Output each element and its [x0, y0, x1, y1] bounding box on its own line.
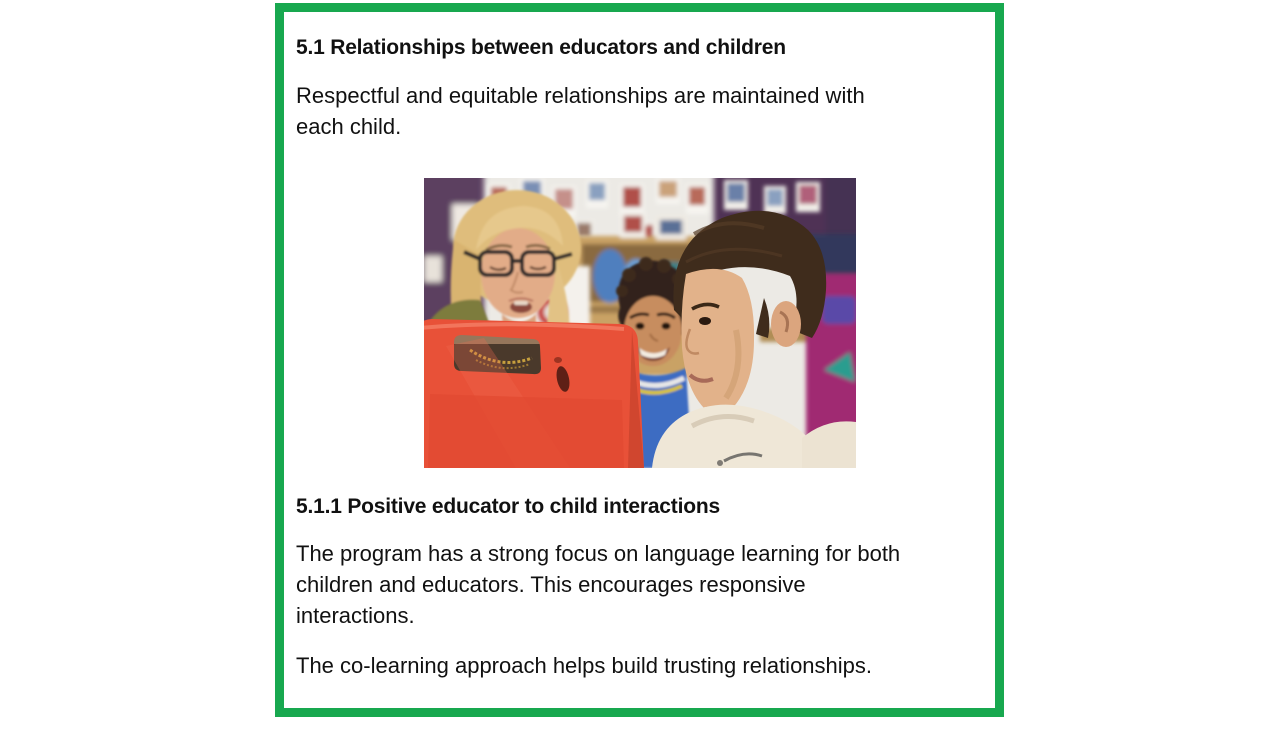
paragraph-line: Respectful and equitable relationships are maintained with	[296, 83, 865, 108]
paragraph-line: children and educators. This encourages responsive	[296, 572, 806, 597]
heading-5-1-1: 5.1.1 Positive educator to child interactions	[296, 495, 720, 518]
classroom-photo	[424, 178, 856, 468]
slide-content	[284, 33, 995, 729]
paragraph-program	[284, 538, 995, 631]
paragraph-line: each child.	[296, 114, 402, 139]
slide-border-frame	[275, 3, 1004, 717]
heading-5-1: 5.1 Relationships between educators and children	[296, 36, 786, 59]
paragraph-line: interactions.	[296, 603, 415, 628]
paragraph-standard	[284, 80, 995, 142]
paragraph-line: The program has a strong focus on language learning for both	[296, 541, 901, 566]
paragraph-colearning: The co-learning approach helps build trusting relationships.	[296, 653, 873, 678]
